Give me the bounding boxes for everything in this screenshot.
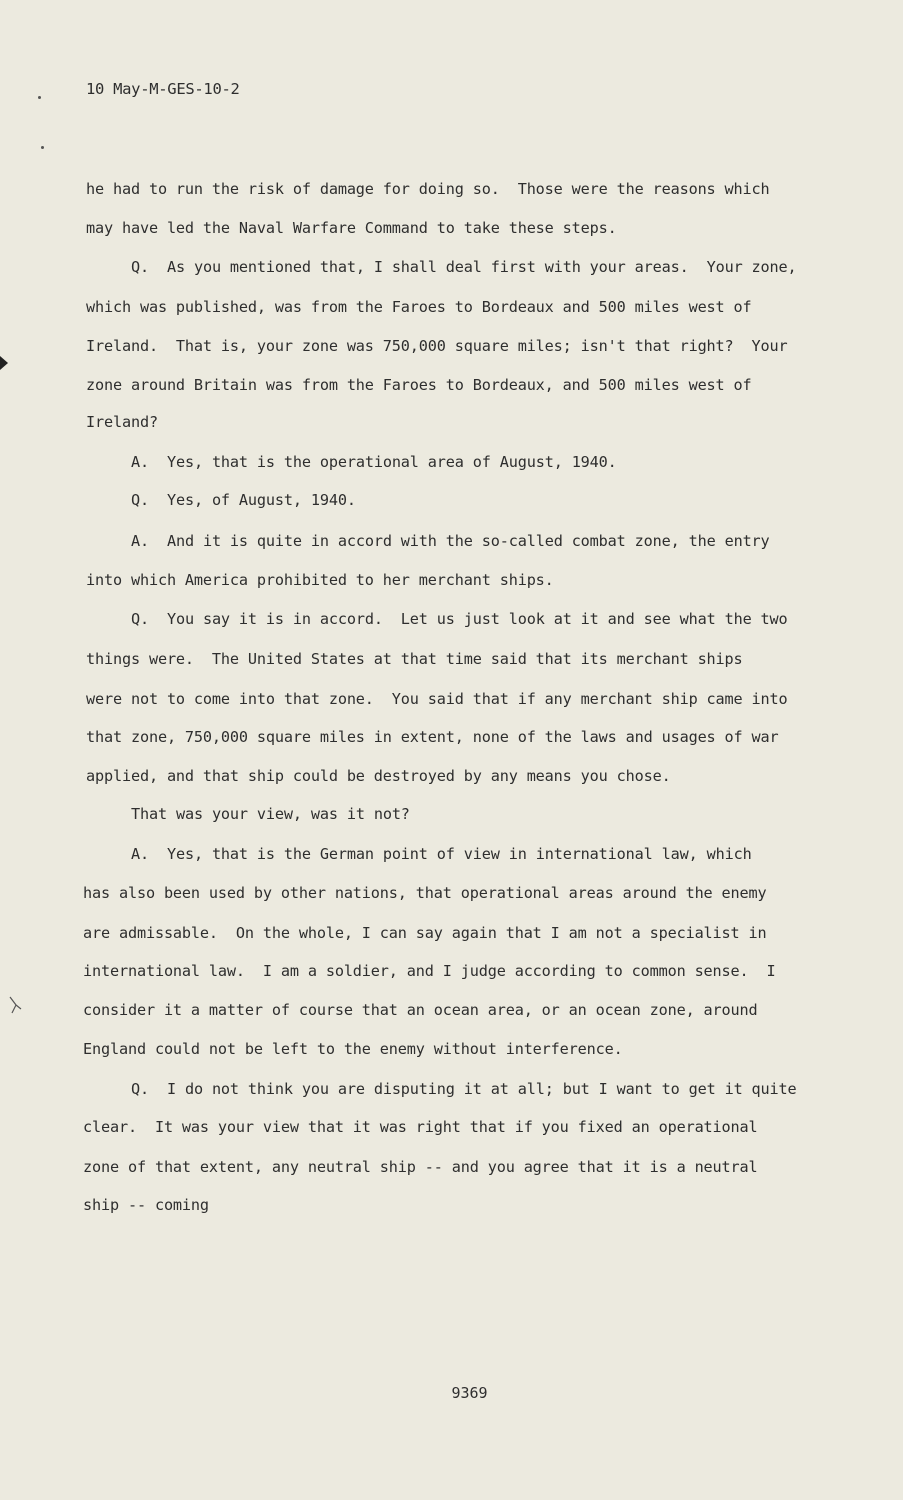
body-line: England could not be left to the enemy without interference. (83, 1040, 623, 1058)
body-line: clear. It was your view that it was right that if you fixed an operational (83, 1118, 758, 1136)
binding-tab-mark (0, 356, 8, 370)
body-line: A. Yes, that is the German point of view in international law, which (131, 845, 752, 863)
body-line: consider it a matter of course that an ocean area, or an ocean zone, around (83, 1001, 758, 1019)
body-line: Ireland. That is, your zone was 750,000 square miles; isn't that right? Your (86, 337, 788, 355)
body-line: are admissable. On the whole, I can say again that I am not a specialist in (83, 924, 767, 942)
document-id-header: 10 May-M-GES-10-2 (86, 80, 240, 98)
body-line: ship -- coming (83, 1196, 209, 1214)
body-line: which was published, was from the Faroes to Bordeaux and 500 miles west of (86, 298, 752, 316)
body-line: he had to run the risk of damage for doing so. Those were the reasons which (86, 180, 770, 198)
body-line: Ireland? (86, 413, 158, 431)
body-line: A. Yes, that is the operational area of August, 1940. (131, 453, 617, 471)
paper-speck (38, 96, 41, 99)
body-line: things were. The United States at that time said that its merchant ships (86, 650, 743, 668)
body-line: that zone, 750,000 square miles in extent, none of the laws and usages of war (86, 728, 779, 746)
body-line: A. And it is quite in accord with the so-called combat zone, the entry (131, 532, 770, 550)
body-line: Q. As you mentioned that, I shall deal first with your areas. Your zone, (131, 258, 797, 276)
page-number: 9369 (451, 1384, 488, 1402)
body-line: zone around Britain was from the Faroes to Bordeaux, and 500 miles west of (86, 376, 752, 394)
body-line: Q. Yes, of August, 1940. (131, 491, 356, 509)
body-line: zone of that extent, any neutral ship -- and you agree that it is a neutral (83, 1158, 758, 1176)
body-line: into which America prohibited to her merchant ships. (86, 571, 554, 589)
body-line: applied, and that ship could be destroyed by any means you chose. (86, 767, 671, 785)
body-line: international law. I am a soldier, and I judge according to common sense. I (83, 962, 776, 980)
body-line: Q. I do not think you are disputing it at all; but I want to get it quite (131, 1080, 797, 1098)
body-line: may have led the Naval Warfare Command to take these steps. (86, 219, 617, 237)
body-line: has also been used by other nations, that operational areas around the enemy (83, 884, 767, 902)
body-line: That was your view, was it not? (131, 805, 410, 823)
paper-speck (41, 146, 44, 149)
body-line: Q. You say it is in accord. Let us just look at it and see what the two (131, 610, 788, 628)
binding-thread-icon (8, 995, 22, 1015)
body-line: were not to come into that zone. You said that if any merchant ship came into (86, 690, 788, 708)
